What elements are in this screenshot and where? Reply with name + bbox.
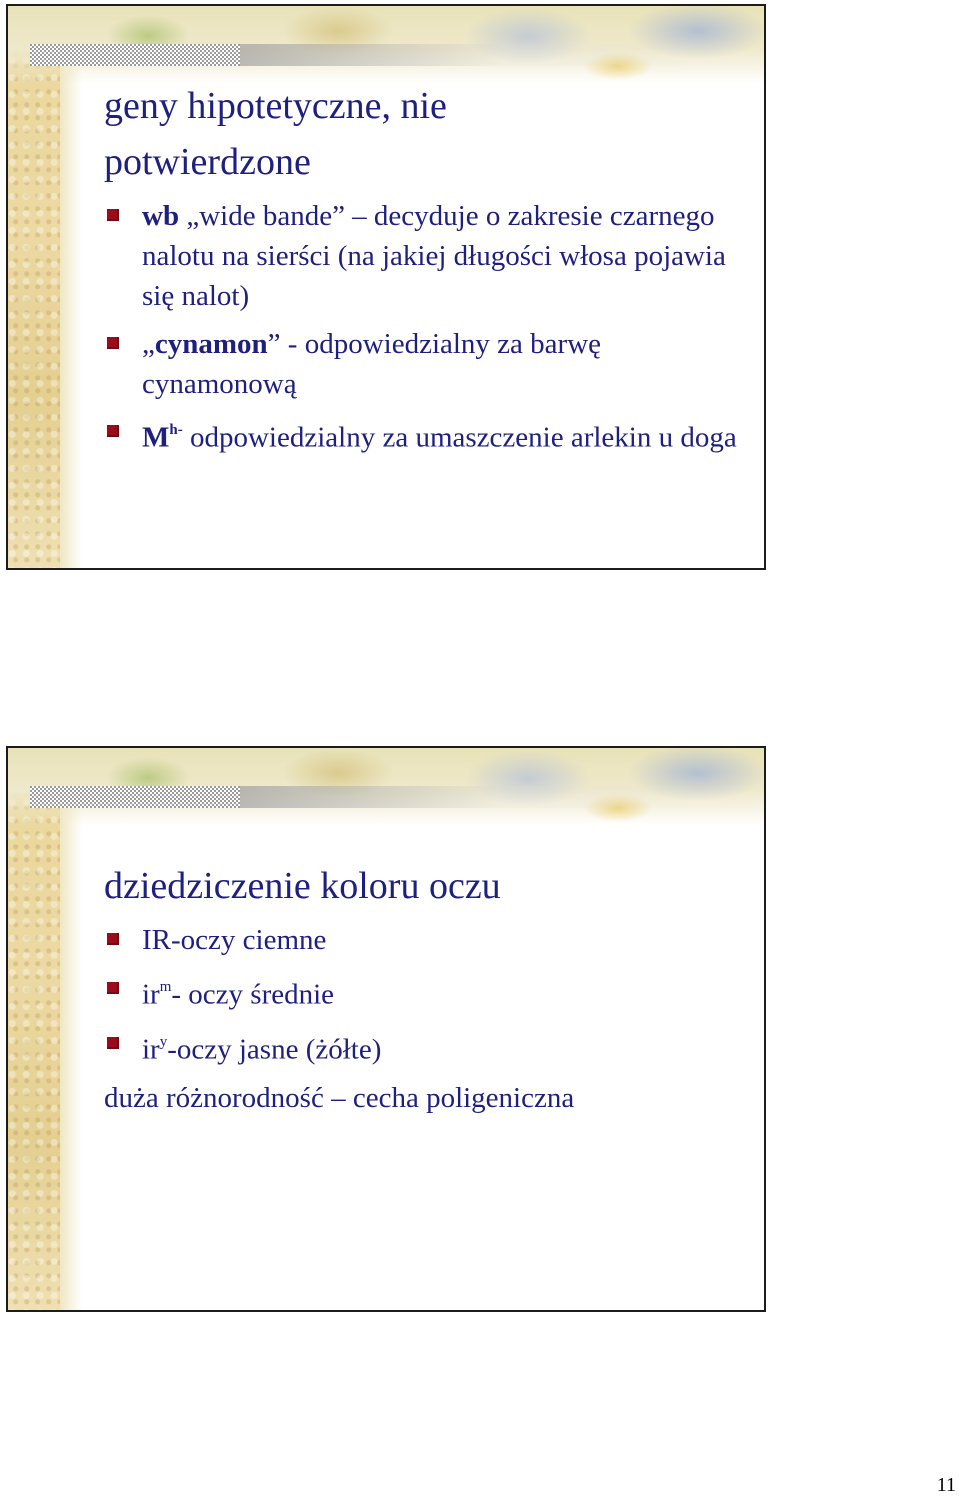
square-bullet-icon	[107, 1037, 119, 1049]
bullet-list	[104, 196, 744, 458]
list-item	[104, 920, 744, 960]
title-line-2: potwierdzone	[104, 141, 311, 183]
item-text: - oczy średnie	[171, 978, 335, 1011]
title-line-1: geny hipotetyczne, nie	[104, 85, 447, 127]
bullet-list	[104, 920, 744, 1069]
slide-title: dziedziczenie koloru oczu	[104, 865, 501, 907]
slide-content	[104, 78, 744, 466]
list-item	[104, 324, 744, 404]
list-item	[104, 196, 744, 316]
square-bullet-icon	[107, 933, 119, 945]
square-bullet-icon	[107, 425, 119, 437]
gene-superscript: m	[159, 979, 172, 995]
gene-symbol: ir	[142, 978, 160, 1011]
square-bullet-icon	[107, 982, 119, 994]
summary-text: duża różnorodność – cecha poligeniczna	[104, 1082, 575, 1115]
list-item	[104, 969, 744, 1015]
slide-dziedziczenie-koloru-oczu	[6, 746, 766, 1312]
slide-geny-hipotetyczne	[6, 4, 766, 570]
slide-content	[104, 858, 744, 1118]
page-number: 11	[936, 1474, 956, 1496]
item-text: ” - odpowiedzialny za barwę cynamonową	[142, 328, 602, 400]
decorative-checker-fade	[240, 44, 760, 66]
item-text: odpowiedzialny za umaszczenie arlekin u doga	[182, 421, 737, 454]
item-text: „wide bande” – decyduje o zakresie czarnego nalotu na sierści (na jakiej długości włosa pojawia się nalot)	[142, 200, 726, 312]
list-item	[104, 1024, 744, 1070]
square-bullet-icon	[107, 337, 119, 349]
item-text: IR-oczy ciemne	[142, 924, 327, 956]
decorative-checker-bar	[30, 786, 240, 808]
gene-superscript: y	[159, 1033, 168, 1050]
decorative-checker-bar	[30, 44, 240, 66]
decorative-texture-left	[8, 748, 60, 1310]
decorative-checker-fade	[240, 786, 760, 808]
gene-symbol: wb	[142, 200, 180, 232]
gene-superscript: h-	[169, 422, 183, 438]
slide-title	[104, 78, 744, 190]
gene-symbol: ir	[142, 1033, 160, 1066]
decorative-texture-left	[8, 6, 60, 568]
square-bullet-icon	[107, 209, 119, 221]
gene-symbol: M	[142, 421, 170, 454]
list-item	[104, 412, 744, 458]
item-text: -oczy jasne (żółte)	[167, 1033, 382, 1066]
open-quote: „	[142, 328, 155, 360]
gene-symbol: cynamon	[154, 328, 268, 360]
